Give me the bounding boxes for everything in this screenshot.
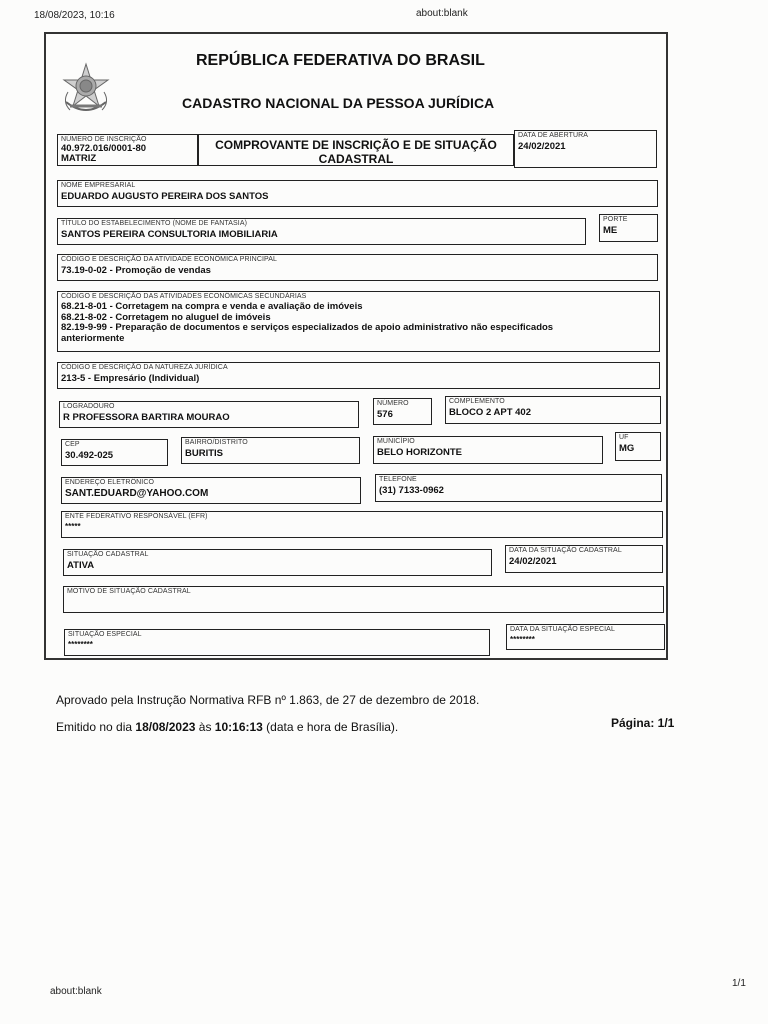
motivo-field xyxy=(63,586,664,613)
bairro-field xyxy=(181,437,360,464)
porte-field xyxy=(599,214,658,242)
porte-value: ME xyxy=(603,225,618,236)
uf-value: MG xyxy=(619,443,635,454)
data-situacao-especial-field xyxy=(506,624,665,650)
efr-field xyxy=(61,511,663,538)
logradouro-value: R PROFESSORA BARTIRA MOURAO xyxy=(63,412,230,423)
municipio-label: MUNICÍPIO xyxy=(377,438,415,445)
logradouro-field xyxy=(59,401,359,428)
data-situacao-label: DATA DA SITUAÇÃO CADASTRAL xyxy=(509,547,622,554)
municipio-value: BELO HORIZONTE xyxy=(377,447,462,458)
situacao-label: SITUAÇÃO CADASTRAL xyxy=(67,551,149,558)
comprovante-line1: COMPROVANTE DE INSCRIÇÃO E DE SITUAÇÃO xyxy=(215,138,497,152)
print-footer-page: 1/1 xyxy=(732,978,746,989)
bairro-label: BAIRRO/DISTRITO xyxy=(185,439,248,446)
situacao-especial-label: SITUAÇÃO ESPECIAL xyxy=(68,631,142,638)
abertura-field xyxy=(514,130,657,168)
emitido-text xyxy=(56,720,398,734)
list-item: anteriormente xyxy=(61,332,125,344)
atividade-principal-value: 73.19-0-02 - Promoção de vendas xyxy=(61,265,211,276)
atividades-secundarias-list xyxy=(61,302,553,344)
cep-value: 30.492-025 xyxy=(65,450,114,461)
telefone-label: TELEFONE xyxy=(379,476,417,483)
nome-empresarial-label: NOME EMPRESARIAL xyxy=(61,182,136,189)
list-item: 68.21-8-01 - Corretagem na compra e venda e avaliação de imóveis xyxy=(61,301,363,312)
uf-label: UF xyxy=(619,434,629,441)
municipio-field xyxy=(373,436,603,464)
email-field xyxy=(61,477,361,504)
natureza-juridica-value: 213-5 - Empresário (Individual) xyxy=(61,373,200,384)
data-situacao-especial-label: DATA DA SITUAÇÃO ESPECIAL xyxy=(510,626,615,633)
efr-value: ***** xyxy=(65,522,81,531)
abertura-value: 24/02/2021 xyxy=(518,141,566,152)
data-situacao-field xyxy=(505,545,663,573)
numero-value: 576 xyxy=(377,409,393,420)
comprovante-box xyxy=(198,134,514,166)
emitido-data: 18/08/2023 xyxy=(135,720,196,734)
logradouro-label: LOGRADOURO xyxy=(63,403,115,410)
situacao-especial-value: ******** xyxy=(68,640,93,649)
bairro-value: BURITIS xyxy=(185,448,223,459)
situacao-value: ATIVA xyxy=(67,560,95,571)
situacao-especial-field xyxy=(64,629,490,656)
print-url: about:blank xyxy=(416,8,468,19)
atividades-secundarias-label: CÓDIGO E DESCRIÇÃO DAS ATIVIDADES ECONÔMICAS SECUNDÁRIAS xyxy=(61,293,307,300)
telefone-value: (31) 7133-0962 xyxy=(379,485,444,496)
print-datetime: 18/08/2023, 10:16 xyxy=(34,10,115,21)
numero-field xyxy=(373,398,432,425)
atividade-principal-field xyxy=(57,254,658,281)
fantasia-field xyxy=(57,218,586,245)
complemento-value: BLOCO 2 APT 402 xyxy=(449,407,532,418)
comprovante-line2: CADASTRAL xyxy=(318,152,394,166)
motivo-label: MOTIVO DE SITUAÇÃO CADASTRAL xyxy=(67,588,191,595)
cep-label: CEP xyxy=(65,441,80,448)
email-label: ENDEREÇO ELETRÔNICO xyxy=(65,479,155,486)
email-value: SANT.EDUARD@YAHOO.COM xyxy=(65,488,209,499)
inscricao-field xyxy=(57,134,198,166)
uf-field xyxy=(615,432,661,461)
natureza-juridica-field xyxy=(57,362,660,389)
atividades-secundarias-field xyxy=(57,291,660,352)
fantasia-value: SANTOS PEREIRA CONSULTORIA IMOBILIARIA xyxy=(61,229,278,240)
atividade-principal-label: CÓDIGO E DESCRIÇÃO DA ATIVIDADE ECONÔMICA PRINCIPAL xyxy=(61,256,278,263)
porte-label: PORTE xyxy=(603,216,628,223)
complemento-label: COMPLEMENTO xyxy=(449,398,505,405)
telefone-field xyxy=(375,474,662,502)
emitido-hora: 10:16:13 xyxy=(214,720,263,734)
print-footer-url: about:blank xyxy=(50,986,102,997)
numero-label: NÚMERO xyxy=(377,400,409,407)
aprovado-text: Aprovado pela Instrução Normativa RFB nº 1.863, de 27 de dezembro de 2018. xyxy=(56,693,480,707)
nome-empresarial-value: EDUARDO AUGUSTO PEREIRA DOS SANTOS xyxy=(61,191,269,202)
abertura-label: DATA DE ABERTURA xyxy=(518,132,589,139)
coat-of-arms-icon xyxy=(60,62,112,118)
complemento-field xyxy=(445,396,661,424)
document-title: REPÚBLICA FEDERATIVA DO BRASIL xyxy=(196,52,485,69)
emitido-suffix: (data e hora de Brasília). xyxy=(262,720,399,734)
data-situacao-especial-value: ******** xyxy=(510,635,535,644)
efr-label: ENTE FEDERATIVO RESPONSÁVEL (EFR) xyxy=(65,513,208,520)
data-situacao-value: 24/02/2021 xyxy=(509,556,557,567)
list-item: 68.21-8-02 - Corretagem no aluguel de imóveis xyxy=(61,311,271,323)
inscricao-numero: 40.972.016/0001-80 xyxy=(61,143,147,154)
fantasia-label: TÍTULO DO ESTABELECIMENTO (NOME DE FANTASIA) xyxy=(61,220,248,227)
emitido-prefix: Emitido no dia xyxy=(56,720,136,734)
pagina-text: Página: 1/1 xyxy=(611,716,675,730)
situacao-field xyxy=(63,549,492,576)
list-item: 82.19-9-99 - Preparação de documentos e serviços especializados de apoio administrativo não especificados xyxy=(61,322,554,333)
nome-empresarial-field xyxy=(57,180,658,207)
emitido-mid: às xyxy=(195,720,215,734)
inscricao-label: NÚMERO DE INSCRIÇÃO xyxy=(61,136,147,143)
document-subtitle: CADASTRO NACIONAL DA PESSOA JURÍDICA xyxy=(182,95,495,111)
cep-field xyxy=(61,439,168,466)
natureza-juridica-label: CÓDIGO E DESCRIÇÃO DA NATUREZA JURÍDICA xyxy=(61,364,228,371)
inscricao-tipo: MATRIZ xyxy=(61,153,97,164)
